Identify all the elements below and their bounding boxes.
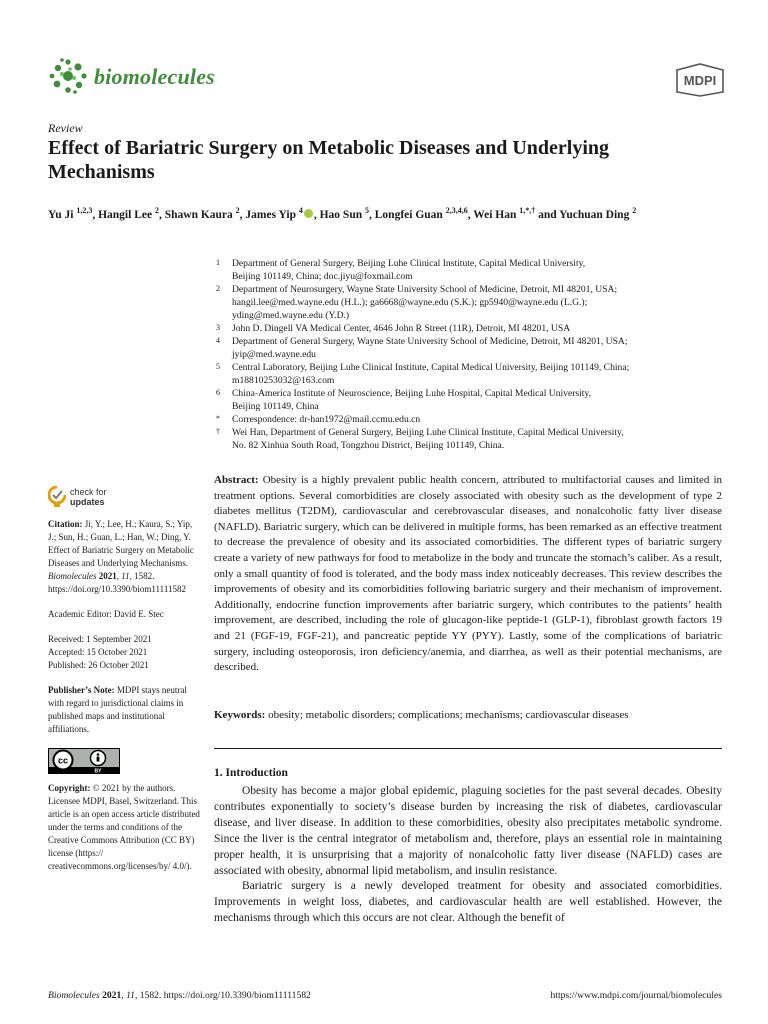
footer-doi-link[interactable]: 1582. https://doi.org/10.3390/biom11111582	[137, 990, 311, 1001]
affiliation-line: yding@med.wayne.edu (Y.D.)	[232, 310, 350, 321]
affiliation-mark: *	[216, 414, 220, 423]
author-name: Shawn Kaura	[164, 208, 233, 221]
abstract-text: Obesity is a highly prevalent public health concern, attributed to multifactorial causes and limited in treatment options. Several comorbidities are closely associated with obesity such as the development of type 2 diabetes mellitus (T2DM), cardiovascular and cerebrovascular diseases, and nonalcoholic fatty liver disease (NAFLD). Bariatric surgery, which can be delivered in multiple forms, has been remarked as an effective treatment to decrease the prevalence of obesity and its associated comorbidities. The different types of bariatric surgery create a variety of new pathways for food to metabolize in the body and truncate the stomach’s caliber. As a result, only a small quantity of food is tolerated, and the body mass index noticeably decreases. This review describes the improvements of obesity and its comorbidities following bariatric surgery and their mechanism of improvement. Additionally, endocrine function improvements after bariatric surgery, which contributes to the patients’ health improvement, are described, including the role of glucagon-like peptide-1 (GLP-1), fibroblast growth factors 19 and 21 (FGF-19, FGF-21), and pancreatic peptide YY (PYY). Lastly, some of the complications of bariatric surgery, including osteoporosis, iron deficiency/anemia, and diarrhea, as well as their potential mechanisms, are described.	[214, 474, 722, 674]
check-for-updates[interactable]	[48, 486, 200, 516]
author-affiliation-mark: 4	[298, 206, 303, 215]
author-name: Wei Han	[473, 208, 517, 221]
keywords-label: Keywords:	[214, 709, 266, 721]
affiliation-line: Wei Han, Department of General Surgery, Beijing Luhe Clinical Institute, Capital Medical University,	[232, 427, 624, 438]
author-separator: ,	[158, 208, 165, 221]
affiliation-line: Beijing 101149, China	[232, 401, 319, 412]
citation: Citation: Ji, Y.; Lee, H.; Kaura, S.; Yip, J.; Sun, H.; Guan, L.; Han, W.; Ding, Y. Effect of Bariatric Surgery on Metabolic Diseases and Underlying Mechanisms. Biomolecules 2021, 11, 1582. https://doi.org/10.3390/biom11111582	[48, 519, 194, 594]
author-name: Yu Ji	[48, 208, 74, 221]
received-date: Received: 1 September 2021	[48, 634, 152, 644]
abstract	[214, 473, 722, 676]
affiliation-mark: †	[216, 427, 220, 436]
affiliation-item	[214, 335, 704, 361]
author-affiliation-mark: 2,3,4,6	[445, 206, 468, 215]
author-affiliation-mark: 5	[365, 206, 369, 215]
author-affiliation-mark: 2	[154, 206, 159, 215]
affiliation-line: Department of General Surgery, Wayne State University School of Medicine, Detroit, MI 48201, USA;	[232, 336, 628, 347]
journal-header	[48, 56, 728, 104]
author-affiliation-mark: 2	[235, 206, 240, 215]
citation-label: Citation:	[48, 519, 83, 529]
affiliation-line: hangil.lee@med.wayne.edu (H.L.); ga6668@wayne.edu (S.K.); gp5940@wayne.edu (L.G.);	[232, 297, 588, 308]
affiliation-item	[214, 413, 704, 426]
affiliation-line: jyip@med.wayne.edu	[232, 349, 316, 360]
orcid-icon[interactable]	[304, 209, 313, 218]
affiliation-line: Correspondence: dr-han1972@mail.ccmu.edu.cn	[232, 414, 421, 425]
author-separator: ,	[313, 208, 320, 221]
body-text	[214, 784, 722, 927]
affiliation-item	[214, 257, 704, 283]
author-name: James Yip	[245, 208, 296, 221]
author-separator: ,	[239, 208, 246, 221]
journal-name: biomolecules	[94, 64, 215, 89]
author-separator: ,	[92, 208, 99, 221]
author-name: Longfei Guan	[374, 208, 443, 221]
author-affiliation-mark: 2	[632, 206, 637, 215]
author-affiliation-mark: 1,2,3	[76, 206, 93, 215]
section-divider	[214, 748, 722, 749]
accepted-date: Accepted: 15 October 2021	[48, 647, 148, 657]
published-date: Published: 26 October 2021	[48, 660, 149, 670]
paragraph: Bariatric surgery is a newly developed treatment for obesity and associated comorbidities. Improvements in weight loss, diabetes, and cardiovascular health are well established. However, the mechanisms through which this occurs are not clear. Although the benefit of	[214, 880, 722, 925]
copyright: Copyright: © 2021 by the authors. Licensee MDPI, Basel, Switzerland. This article is an open access article distributed under the terms and conditions of the Creative Commons Attribution (CC BY) license (https:// creativecommons.org/licenses/by/ 4.0/).	[48, 783, 200, 871]
cc-by-license-icon[interactable]	[48, 748, 120, 774]
affiliation-item	[214, 426, 704, 452]
affiliation-item	[214, 283, 704, 322]
affiliation-mark: 3	[216, 323, 220, 332]
publisher-name: MDPI	[683, 73, 717, 88]
paragraph: Obesity has become a major global epidemic, plaguing societies for the past several decades. Obesity contributes exponentially to society’s disease burden by increasing the risk of diabetes, cardiovascular disease, and liver disease. In addition to these comorbidities, obesity also precipitates metabolic syndrome. Since the liver is the central integrator of metabolism and, therefore, plays an essential role in maintaining proper health, it is unsurprising that a majority of nonalcoholic fatty liver disease (NAFLD) cases are associated with obesity, abnormal lipid metabolism, and insulin resistance.	[214, 785, 722, 877]
affiliation-line: Department of General Surgery, Beijing Luhe Clinical Institute, Capital Medical University,	[232, 258, 586, 269]
section-heading: 1. Introduction	[214, 767, 288, 779]
article-type: Review	[48, 121, 83, 135]
affiliation-mark: 1	[216, 258, 220, 267]
affiliation-line: China-America Institute of Neuroscience, Beijing Luhe Hospital, Capital Medical University,	[232, 388, 592, 399]
mdpi-logo-icon	[672, 62, 728, 98]
affiliation-line: Central Laboratory, Beijing Luhe Clinical Institute, Capital Medical University, Beijing 101149, China;	[232, 362, 630, 373]
author-name: Hao Sun	[319, 208, 363, 221]
affiliation-mark: 4	[216, 336, 220, 345]
affiliation-mark: 2	[216, 284, 220, 293]
cc-by-label: BY	[94, 768, 102, 774]
author-name: Hangil Lee	[98, 208, 153, 221]
publisher-note: Publisher’s Note: MDPI stays neutral with regard to jurisdictional claims in published maps and institutional affiliations.	[48, 685, 187, 734]
author-separator: ,	[467, 208, 474, 221]
author-name: Yuchuan Ding	[559, 208, 630, 221]
affiliation-line: No. 82 Xinhua South Road, Tongzhou District, Beijing 101149, China.	[232, 440, 505, 451]
check-for-updates-icon	[48, 486, 66, 508]
affiliation-item	[214, 387, 704, 413]
updates-label: updates	[70, 497, 105, 507]
affiliations	[214, 257, 704, 452]
author-separator: and	[535, 208, 560, 221]
footer-citation: Biomolecules 2021, 11, 1582. https://doi.org/10.3390/biom11111582	[48, 990, 311, 1001]
author-list	[48, 203, 688, 223]
abstract-label: Abstract:	[214, 474, 259, 486]
affiliation-item	[214, 322, 704, 335]
footer-journal-url[interactable]: https://www.mdpi.com/journal/biomolecules	[550, 990, 722, 1001]
check-for-label: check for	[70, 487, 107, 497]
svg-text:cc: cc	[57, 755, 69, 766]
author-separator: ,	[369, 208, 375, 221]
keywords-text: obesity; metabolic disorders; complications; mechanisms; cardiovascular diseases	[268, 709, 629, 721]
affiliation-line: Beijing 101149, China; doc.jiyu@foxmail.com	[232, 271, 413, 282]
journal-logo-icon	[48, 56, 88, 96]
dates	[48, 633, 200, 672]
affiliation-item	[214, 361, 704, 387]
keywords	[214, 708, 722, 723]
affiliation-line: Department of Neurosurgery, Wayne State University School of Medicine, Detroit, MI 48201, USA;	[232, 284, 618, 295]
affiliation-mark: 5	[216, 362, 220, 371]
article-title: Effect of Bariatric Surgery on Metabolic Diseases and Underlying Mechanisms	[48, 137, 610, 183]
affiliation-line: m18810253032@163.com	[232, 375, 335, 386]
citation-doi-link[interactable]: 1582. https://doi.org/10.3390/biom11111582	[48, 571, 187, 594]
academic-editor: Academic Editor: David E. Stec	[48, 609, 164, 619]
author-affiliation-mark: 1,*,†	[519, 206, 536, 215]
affiliation-line: John D. Dingell VA Medical Center, 4646 John R Street (11R), Detroit, MI 48201, USA	[232, 323, 571, 334]
affiliation-mark: 6	[216, 388, 220, 397]
sidebar	[48, 486, 200, 885]
